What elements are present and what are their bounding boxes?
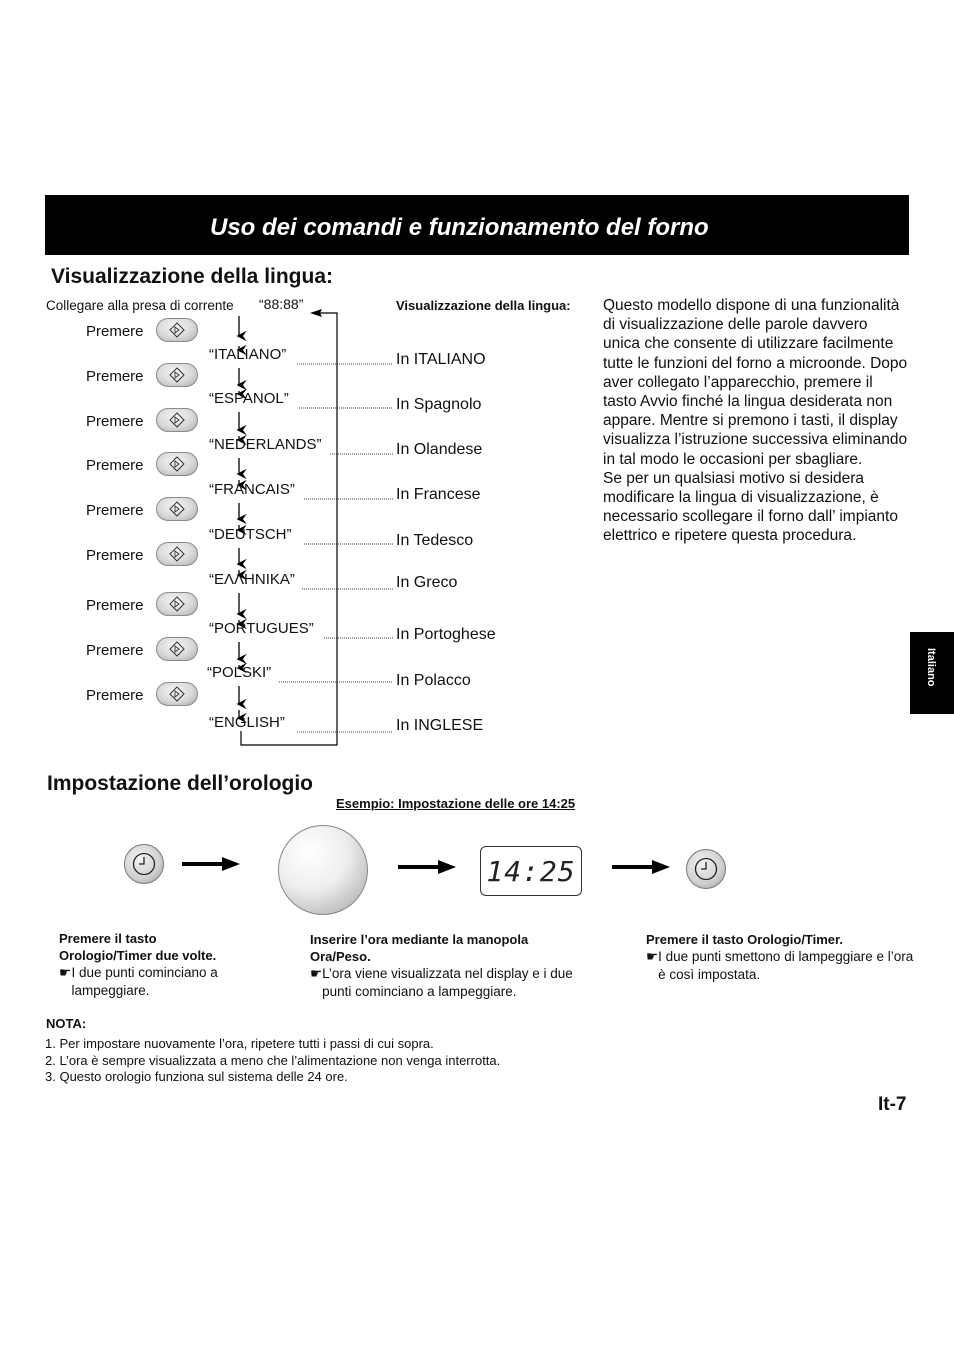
language-column-heading: Visualizzazione della lingua: (396, 298, 571, 313)
hand-pointer-icon: ☛ (59, 965, 72, 980)
language-heading: Visualizzazione della lingua: (51, 265, 334, 288)
note-list (45, 1036, 745, 1086)
clock-heading: Impostazione dell’orologio (47, 772, 314, 795)
clock-icon (693, 856, 719, 882)
language-result: In Olandese (396, 441, 483, 458)
start-button[interactable] (156, 592, 198, 616)
language-result: In Portoghese (396, 626, 496, 643)
clock-icon (131, 851, 157, 877)
press-label: Premere (86, 323, 144, 340)
clock-step-2-note: L’ora viene visualizzata nel display e i due punti cominciano a lampeggiare. (322, 966, 573, 999)
language-result: In Francese (396, 486, 481, 503)
display-text: “PORTUGUES” (209, 620, 314, 637)
display-text: “ITALIANO” (209, 346, 287, 363)
display-text: “DEUTSCH” (209, 526, 292, 543)
start-button[interactable] (156, 542, 198, 566)
start-button[interactable] (156, 408, 198, 432)
connect-label: Collegare alla presa di corrente (46, 298, 234, 313)
display-text: “ENGLISH” (209, 714, 285, 731)
start-diamond-icon (169, 596, 185, 612)
note-item: 2. L’ora è sempre visualizzata a meno che l’alimentazione non venga interrotta. (45, 1052, 501, 1068)
time-weight-dial[interactable] (278, 825, 368, 915)
language-result: In Spagnolo (396, 396, 482, 413)
display-time: 14:25 (486, 854, 576, 888)
language-result: In ITALIANO (396, 351, 486, 368)
start-button[interactable] (156, 452, 198, 476)
press-label: Premere (86, 687, 144, 704)
clock-timer-button-final[interactable] (686, 849, 726, 889)
press-label: Premere (86, 502, 144, 519)
description-text: Questo modello dispone di una funzionalità di visualizzazione delle parole davvero unica che consente di utilizzare facilmente tutte le funzioni del forno a microonde. Dopo aver collegato l’apparecchio, premere il tasto Avvio finché la lingua desiderata non appare. Mentre si premono i tasti, il display visualizza l’istruzione successiva eliminando in tal modo le occasioni per sbagliare. Se per un qualsiasi motivo si desidera modificare la lingua di visualizzazione, è necessario scollegare il forno dall’ impianto elettrico e ripetere questa procedura. (603, 297, 908, 545)
start-button[interactable] (156, 318, 198, 342)
clock-step-3 (646, 931, 916, 983)
start-diamond-icon (169, 686, 185, 702)
language-result: In Greco (396, 574, 458, 591)
press-label: Premere (86, 597, 144, 614)
start-diamond-icon (169, 641, 185, 657)
press-label: Premere (86, 642, 144, 659)
display-text: “POLSKI” (207, 664, 272, 681)
language-result: In Tedesco (396, 532, 474, 549)
clock-step-2-title: Inserire l’ora mediante la manopola Ora/Peso. (310, 932, 529, 964)
start-button[interactable] (156, 637, 198, 661)
press-label: Premere (86, 547, 144, 564)
language-result: In INGLESE (396, 717, 484, 734)
hand-pointer-icon: ☛ (646, 949, 659, 964)
display-text: “NEDERLANDS” (209, 436, 322, 453)
display-text: “ESPANOL” (209, 390, 289, 407)
flow-dotted-leaders (279, 364, 393, 732)
press-label: Premere (86, 413, 144, 430)
start-button[interactable] (156, 363, 198, 387)
display-text: “FRANCAIS” (209, 481, 295, 498)
clock-step-1-title: Premere il tasto Orologio/Timer due volte. (59, 931, 217, 963)
step-arrow-1 (182, 856, 242, 872)
page-title: Uso dei comandi e funzionamento del forno (210, 214, 709, 241)
initial-display: “88:88” (259, 296, 304, 312)
page-number: It-7 (878, 1094, 907, 1115)
step-arrow-3 (612, 859, 672, 875)
start-diamond-icon (169, 456, 185, 472)
clock-step-3-note: I due punti smettono di lampeggiare e l’ora è così impostata. (658, 949, 914, 982)
hand-pointer-icon: ☛ (310, 966, 323, 981)
step-arrow-2 (398, 859, 458, 875)
display-text: “ΕΛΛΗΝΙΚΑ” (209, 571, 295, 588)
clock-step-1-note: I due punti cominciano a lampeggiare. (71, 965, 218, 998)
start-diamond-icon (169, 501, 185, 517)
press-label: Premere (86, 457, 144, 474)
note-item: 3. Questo orologio funziona sul sistema delle 24 ore. (45, 1069, 348, 1084)
start-button[interactable] (156, 682, 198, 706)
start-diamond-icon (169, 367, 185, 383)
start-diamond-icon (169, 322, 185, 338)
clock-step-2 (310, 931, 580, 1000)
press-label: Premere (86, 368, 144, 385)
language-description (603, 296, 908, 546)
clock-step-3-title: Premere il tasto Orologio/Timer. (646, 932, 843, 947)
clock-timer-button[interactable] (124, 844, 164, 884)
clock-example: Esempio: Impostazione delle ore 14:25 (336, 796, 576, 811)
note-heading: NOTA: (46, 1016, 87, 1031)
start-button[interactable] (156, 497, 198, 521)
start-diamond-icon (169, 546, 185, 562)
side-tab-label: Italiano (925, 648, 937, 687)
language-result: In Polacco (396, 672, 471, 689)
note-item: 1. Per impostare nuovamente l’ora, ripetere tutti i passi di cui sopra. (45, 1036, 434, 1051)
start-diamond-icon (169, 412, 185, 428)
clock-step-1 (59, 930, 249, 999)
clock-display (480, 846, 582, 896)
